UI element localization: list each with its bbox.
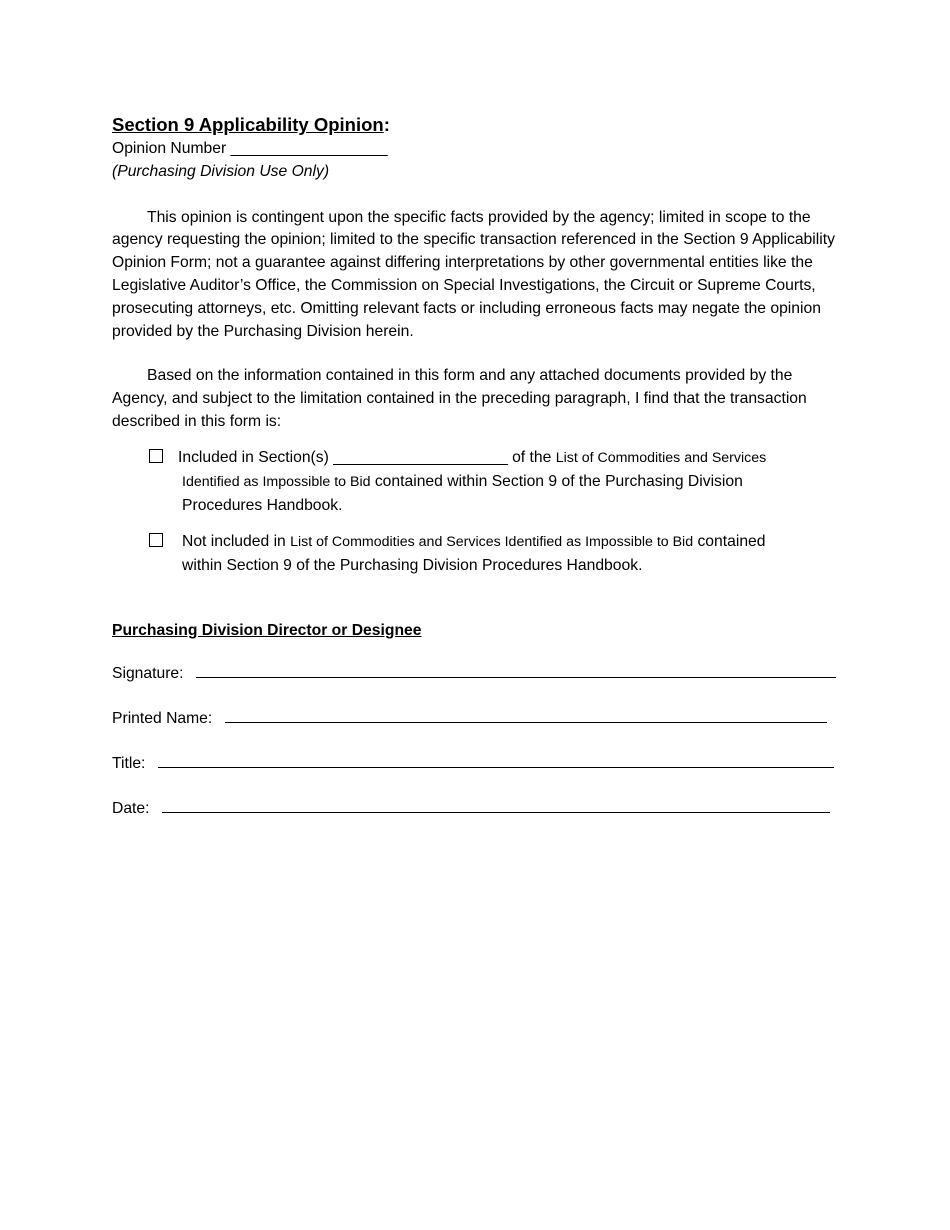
- not-included-suffix-2: within Section 9 of the Purchasing Division Procedures Handbook.: [182, 556, 643, 574]
- option-included: [112, 446, 840, 518]
- title-label: Title:: [112, 754, 146, 772]
- title-colon: :: [383, 114, 390, 135]
- not-included-list-name: List of Commodities and Services Identified as Impossible to Bid: [290, 533, 694, 550]
- opinion-form: [112, 112, 840, 820]
- printed-name-field[interactable]: [225, 707, 827, 723]
- included-prefix: Included in Section(s) ____________________ of the: [178, 448, 556, 466]
- signature-label: Signature:: [112, 664, 184, 682]
- included-line-2: [182, 473, 743, 490]
- signature-row: [112, 662, 840, 685]
- not-included-suffix-1: contained: [693, 532, 766, 550]
- opinion-number-row: [112, 138, 840, 161]
- section-heading: [112, 112, 840, 138]
- opinion-number-field[interactable]: ____: [352, 140, 388, 157]
- included-line-1: [178, 446, 840, 470]
- finding-paragraph: Based on the information contained in this form and any attached documents provided by the Agency, and subject to the limitation contained in the preceding paragraph, I find that the transaction described in this form is:: [112, 367, 807, 430]
- not-included-checkbox[interactable]: [149, 533, 163, 547]
- not-included-line-1: [182, 530, 840, 554]
- date-field[interactable]: [162, 797, 830, 813]
- included-list-name-1: List of Commodities and Services: [555, 449, 767, 466]
- signature-field[interactable]: [196, 662, 836, 678]
- not-included-prefix: Not included in: [182, 532, 291, 550]
- printed-name-row: [112, 707, 840, 730]
- opinion-number-label: Opinion Number ______________: [112, 140, 353, 157]
- included-suffix-1: contained within Section 9 of the Purchasing Division: [370, 472, 743, 490]
- use-only-note: (Purchasing Division Use Only): [112, 162, 330, 180]
- option-not-included: [112, 530, 840, 578]
- printed-name-label: Printed Name:: [112, 709, 213, 727]
- included-list-name-2: Identified as Impossible to Bid: [182, 473, 371, 490]
- date-row: [112, 797, 840, 820]
- included-suffix-2: Procedures Handbook.: [182, 496, 343, 514]
- page-title: Section 9 Applicability Opinion: [112, 114, 384, 135]
- included-checkbox[interactable]: [149, 449, 163, 463]
- director-heading: Purchasing Division Director or Designee: [112, 621, 422, 639]
- date-label: Date:: [112, 799, 150, 817]
- contingency-paragraph: This opinion is contingent upon the specific facts provided by the agency; limited in scope to the agency requesting the opinion; limited to the specific transaction referenced in the Section 9 Applicability Opinion Form; not a guarantee against differing interpretations by other governmental entities like the Legislative Auditor’s Office, the Commission on Special Investigations, the Circuit or Supreme Courts, prosecuting attorneys, etc. Omitting relevant facts or including erroneous facts may negate the opinion provided by the Purchasing Division herein.: [112, 208, 835, 340]
- title-row: [112, 752, 840, 775]
- title-field[interactable]: [158, 752, 834, 768]
